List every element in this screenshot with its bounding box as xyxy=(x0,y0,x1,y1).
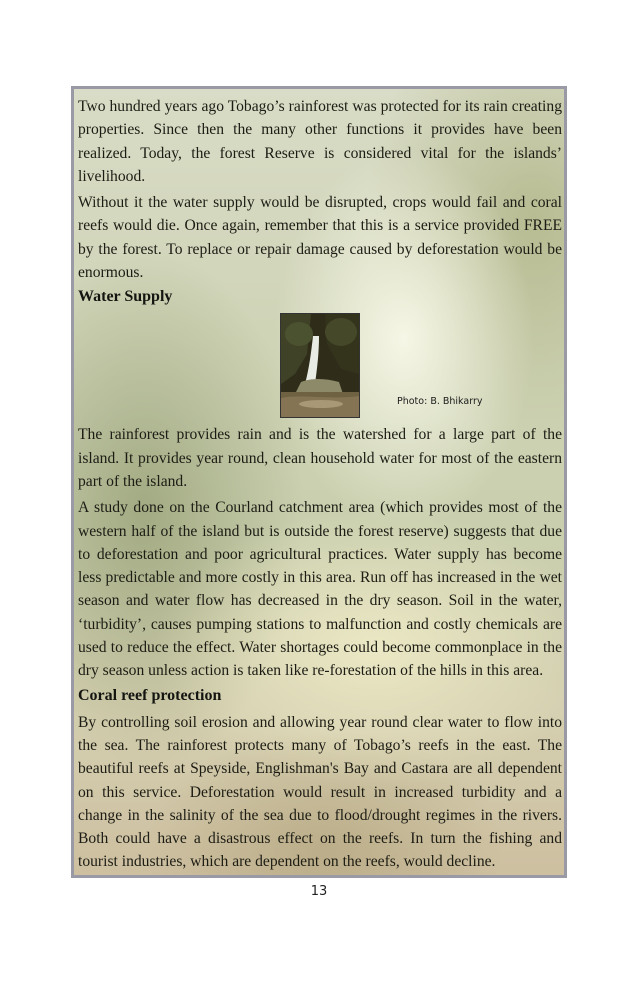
photo-row xyxy=(78,312,562,420)
water-supply-heading: Water Supply xyxy=(78,288,173,306)
photo-caption: Photo: B. Bhikarry xyxy=(397,396,483,408)
text-column xyxy=(78,95,562,874)
intro-paragraph-1: Two hundred years ago Tobago’s rainforest was protected for its rain creating properties. Since then the many other functions it provides have been realized. Today, the forest Reserve is considered vital for the islands’ livelihood. xyxy=(78,98,562,185)
intro-paragraph-2: Without it the water supply would be disrupted, crops would fail and coral reefs would die. Once again, remember that this is a service provided FREE by the forest. To replace or repair damage caused by deforestation would be enormous. xyxy=(78,194,562,282)
waterfall-photo xyxy=(280,313,360,418)
water-paragraph-2: A study done on the Courland catchment area (which provides most of the western half of the island but is outside the forest reserve) suggests that due to deforestation and poor agricultural practices. Water supply has become less predictable and more costly in this area. Run off has increased in the wet season and water flow has decreased in the dry season. Soil in the water, ‘turbidity’, causes pumping stations to malfunction and costly chemicals are used to reduce the effect. Water shortages could become commonplace in the dry season unless action is taken like re-forestation of the hills in this area. xyxy=(78,499,562,680)
coral-paragraph-1: By controlling soil erosion and allowing year round clear water to flow into the sea. The rainforest protects many of Tobago’s reefs in the east. The beautiful reefs at Speyside, Englishman's Bay and Castara are all dependent on this service. Deforestation would result in increased turbidity and a change in the salinity of the sea due to flood/drought regimes in the rivers. Both could have a disastrous effect on the reefs. In turn the fishing and tourist industries, which are dependent on the reefs, would decline. xyxy=(78,713,562,871)
content-panel xyxy=(71,86,567,878)
coral-reef-heading: Coral reef protection xyxy=(78,686,222,704)
water-paragraph-1: The rainforest provides rain and is the watershed for a large part of the island. It provides year round, clean household water for most of the eastern part of the island. xyxy=(78,426,562,490)
page-number: 13 xyxy=(310,884,328,899)
